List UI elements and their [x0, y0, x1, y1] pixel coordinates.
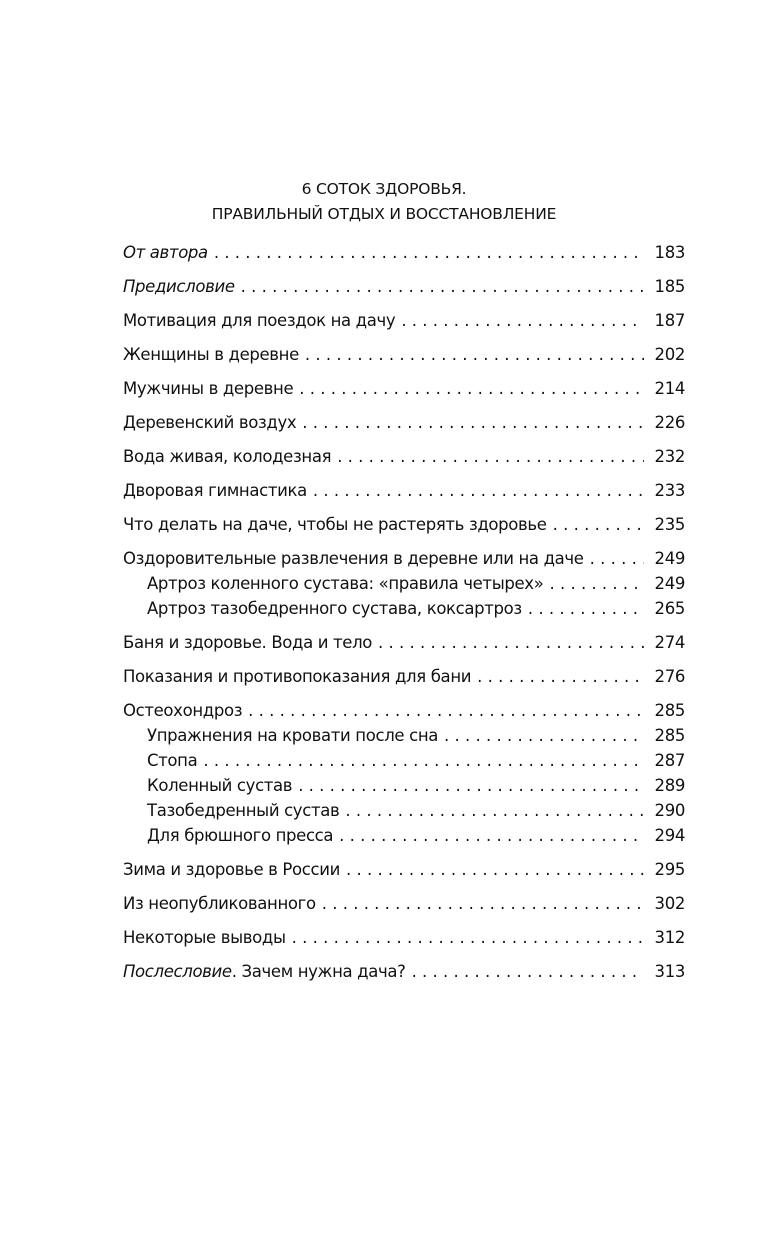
dot-leader	[337, 444, 644, 469]
toc-entry-label: Некоторые выводы	[123, 928, 286, 947]
toc-entry-label: Из неопубликованного	[123, 894, 316, 913]
page-number: 183	[654, 243, 685, 262]
toc-entry-label: Для брюшного пресса	[147, 826, 334, 845]
dot-leader	[305, 342, 644, 367]
toc-entry-label: Зима и здоровье в России	[123, 860, 340, 879]
toc-entry-ot-avtora[interactable]	[123, 240, 685, 265]
dot-leader	[313, 478, 644, 503]
page-number: 302	[654, 894, 685, 913]
dot-leader	[298, 773, 644, 798]
page-number: 295	[654, 860, 685, 879]
page-number: 276	[654, 667, 685, 686]
toc-entry-osteokhondroz[interactable]	[123, 698, 685, 723]
toc-entry-voda[interactable]	[123, 444, 685, 469]
dot-leader	[345, 798, 644, 823]
page-number: 249	[654, 574, 685, 593]
toc-entry-label: Стопа	[147, 751, 198, 770]
toc-entry-predislovie[interactable]	[123, 274, 685, 299]
heading-line-1: 6 СОТОК ЗДОРОВЬЯ.	[301, 180, 467, 198]
toc-entry-motivatsiya[interactable]	[123, 308, 685, 333]
dot-leader	[401, 308, 644, 333]
toc-entry-chto-delat[interactable]	[123, 512, 685, 537]
dot-leader	[302, 410, 644, 435]
toc-entry-label: Мужчины в деревне	[123, 379, 294, 398]
page-number: 185	[654, 277, 685, 296]
dot-leader	[378, 630, 644, 655]
toc-entry-label: Упражнения на кровати после сна	[147, 726, 439, 745]
toc-entry-banya[interactable]	[123, 630, 685, 655]
dot-leader	[214, 240, 644, 265]
page-number: 226	[654, 413, 685, 432]
toc-entry-label: Мотивация для поездок на дачу	[123, 311, 396, 330]
toc-entry-neopublikovannoe[interactable]	[123, 891, 685, 916]
dot-leader	[339, 823, 644, 848]
toc-entry-label: Женщины в деревне	[123, 345, 299, 364]
toc-entry-label: Деревенский воздух	[123, 413, 297, 432]
page-number: 285	[654, 701, 685, 720]
toc-subentry-kolennyy[interactable]	[147, 773, 685, 798]
dot-leader	[203, 748, 644, 773]
page-number: 233	[654, 481, 685, 500]
dot-leader	[590, 546, 644, 571]
page-number: 289	[654, 776, 685, 795]
toc-entry-vozdukh[interactable]	[123, 410, 685, 435]
dot-leader	[553, 512, 644, 537]
dot-leader	[549, 571, 644, 596]
page-number: 274	[654, 633, 685, 652]
page-number: 294	[654, 826, 685, 845]
toc-entry-label: Показания и противопоказания для бани	[123, 667, 472, 686]
toc-entry-gimnastika[interactable]	[123, 478, 685, 503]
toc-entry-vyvody[interactable]	[123, 925, 685, 950]
toc-entry-pokazaniya[interactable]	[123, 664, 685, 689]
toc-entry-label: От автора	[123, 243, 208, 262]
toc-subentry-bryushnoy-press[interactable]	[147, 823, 685, 848]
page-number: 287	[654, 751, 685, 770]
toc-subentry-artroz-kolennogo[interactable]	[147, 571, 685, 596]
page-number: 249	[654, 549, 685, 568]
dot-leader	[248, 698, 644, 723]
toc-subentry-uprazhneniya[interactable]	[147, 723, 685, 748]
toc-entry-label: Предисловие	[123, 277, 235, 296]
page-number: 235	[654, 515, 685, 534]
page-number: 265	[654, 599, 685, 618]
dot-leader	[346, 857, 644, 882]
page-number: 313	[654, 962, 685, 981]
dot-leader	[477, 664, 644, 689]
dot-leader	[241, 274, 644, 299]
dot-leader	[322, 891, 644, 916]
heading-line-2: ПРАВИЛЬНЫЙ ОТДЫХ И ВОССТАНОВЛЕНИЕ	[211, 205, 557, 223]
toc-entry-posleslovie[interactable]	[123, 959, 685, 984]
toc-entry-label: Артроз тазобедренного сустава, коксартроз	[147, 599, 522, 618]
toc-entry-label: Послесловие. Зачем нужна дача?	[123, 962, 406, 981]
page-number: 285	[654, 726, 685, 745]
toc-entry-label: Что делать на даче, чтобы не растерять здоровье	[123, 515, 547, 534]
toc-entry-zhenshchiny[interactable]	[123, 342, 685, 367]
page-number: 312	[654, 928, 685, 947]
toc-subentry-stopa[interactable]	[147, 748, 685, 773]
dot-leader	[299, 376, 644, 401]
toc-entry-label: Баня и здоровье. Вода и тело	[123, 633, 373, 652]
dot-leader	[292, 925, 644, 950]
toc-entry-label: Дворовая гимнастика	[123, 481, 307, 500]
toc-entry-label: Остеохондроз	[123, 701, 243, 720]
page-number: 187	[654, 311, 685, 330]
toc-entry-label: Оздоровительные развлечения в деревне или на даче	[123, 549, 584, 568]
toc-subentry-tazobedrennyy[interactable]	[147, 798, 685, 823]
toc-heading	[0, 177, 768, 227]
toc-entry-zima[interactable]	[123, 857, 685, 882]
page-number: 214	[654, 379, 685, 398]
page-number: 290	[654, 801, 685, 820]
toc-entry-razvlecheniya[interactable]	[123, 546, 685, 571]
toc-entry-label: Коленный сустав	[147, 776, 293, 795]
page-number: 232	[654, 447, 685, 466]
toc-entry-label: Тазобедренный сустав	[147, 801, 340, 820]
dot-leader	[528, 596, 644, 621]
toc-entry-muzhchiny[interactable]	[123, 376, 685, 401]
dot-leader	[444, 723, 644, 748]
dot-leader	[412, 959, 644, 984]
toc-entry-label: Вода живая, колодезная	[123, 447, 332, 466]
toc-entry-label: Артроз коленного сустава: «правила четырех»	[147, 574, 544, 593]
toc-subentry-artroz-tazobedrennogo[interactable]	[147, 596, 685, 621]
page-number: 202	[654, 345, 685, 364]
